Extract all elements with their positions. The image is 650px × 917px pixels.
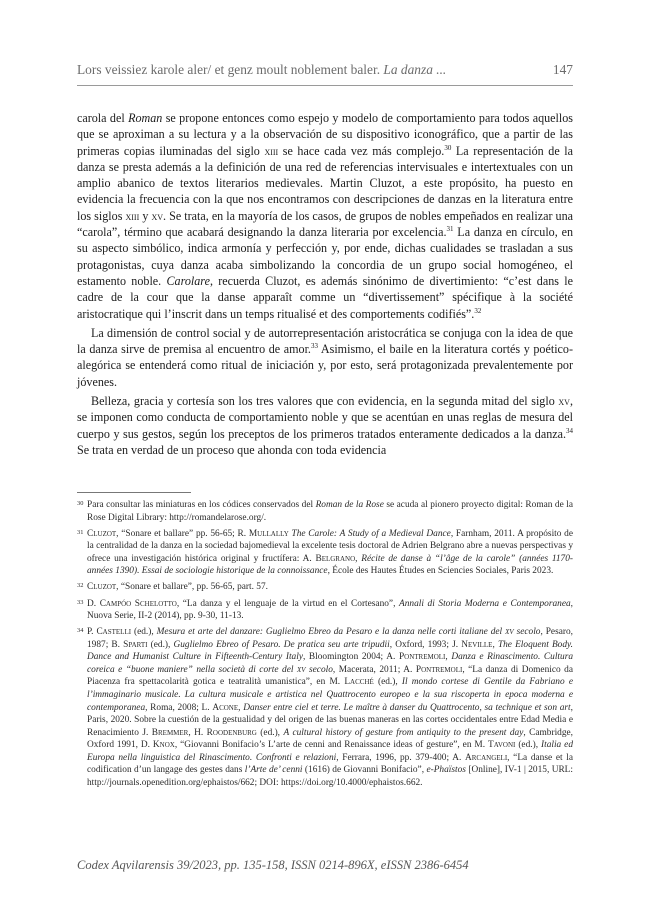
footnote-number: 34 [77,627,84,635]
footnote-number: 30 [77,500,84,507]
footnote-text: Cluzot, “Sonare et ballare”, pp. 56-65, part. 57. [87,582,268,593]
footnote-text: Para consultar las miniaturas en los códices conservados del Roman de la Rose se acuda al pionero proyecto digital: Roman de la Rose Digital Library: http://romandelarose.org/. [87,500,573,523]
footnote-number: 31 [77,528,84,536]
footnotes [77,499,573,793]
body-paragraph-3: Belleza, gracia y cortesía son los tres valores que con evidencia, en la segunda mitad del siglo xv, se imponen como conducta de comportamiento noble y que se acentúan en unas reglas de mesura del cuerpo y sus gestos, según los preceptos de los primeros tratados enteramente dedicados a la danza.$^{34}$ Se trata en verdad de un proceso que ahonda con toda evidencia [77,394,573,457]
footnote-34 [77,626,573,789]
running-header [77,62,573,82]
footnote-separator [77,492,191,493]
footnote-30 [77,499,573,524]
footnote-text: D. Campóo Schelotto, “La danza y el lenguaje de la virtud en el Cortesano”, Annali di Storia Moderna e Contemporanea, Nuova Serie, II-2 (2014), pp. 9-30, 11-13. [87,598,573,622]
main-text [77,110,573,458]
footnote-ref-34[interactable]: 34 [566,426,573,435]
footnote-31 [77,528,573,578]
page-number: 147 [552,62,573,77]
footnote-number: 33 [77,598,84,606]
footnote-number: 32 [77,582,84,590]
body-paragraph-2: La dimensión de control social y de autorrepresentación aristocrática se conjuga con la idea de que la danza sirve de premisa al encuentro de amor.$^{33}$ Asimismo, el baile en la literatura cortés y poético-alegórica se entenderá como ritual de iniciación y, por esto, será protagonizada prevalentemente por jóvenes. [77,325,573,389]
footnote-ref-33[interactable]: 33 [310,342,318,351]
body-paragraph-1: carola del Roman se propone entonces como espejo y modelo de comportamiento para todos aquellos que se aproximan a su lectura y a la observación de su dispositivo iconográfico, que a partir de las primeras copias iluminadas del siglo xiii se hace cada vez más complejo.$^{30}$ La representación de la danza se presta además a la definición de una red de referencias intervisuales e intertextuales con un amplio abanico de textos literarios medievales. Martin Cluzot, a este propósito, ha puesto en evidencia la frecuencia con la que nos encontramos con descripciones de danzas en la literatura entre los siglos xiii y xv. Se trata, en la mayoría de los casos, de grupos de nobles empeñados en realizar una “carola”, término que acabará designando la danza literaria por excelencia.$^{31}$ La danza en círculo, en su aspecto simbólico, indica armonía y perfección y, por ende, dichas cualidades se trasladan a sus protagonistas, cuya danza acaba simbolizando la concordia de un grupo social homogéneo, el estamento noble. Carolare, recuerda Cluzot, es además sinónimo de divertimiento: “c’est dans le cadre de la cour que la danse apparaît comme un “divertissement” spécifique à la société aristocratique qui l’inscrit dans un temps ritualisé et des comportements codifiés”.$^{32}$ [77,111,574,321]
footnote-text: Cluzot, “Sonare et ballare” pp. 56-65; R. Mullally The Carole: A Study of a Medieval Dance, Farnham, 2011. A propósito de la centralidad de la danza en la sociedad bajomedieval la excelente tesis doctoral de Adrien Belgrano abre a nuevas perspectivas y ofrece una investigación histórica original y fructífera: A. Belgrano, Récite de danse à “l’âge de la carole” (années 1170-années 1390). Essai de sociologie historique de la connoissance, École des Hautes Études en Sciencies Sociales, Paris 2023. [87,528,574,577]
footnote-ref-31[interactable]: 31 [446,225,454,234]
journal-footer: Codex Aqvilarensis 39/2023, pp. 135-158, ISSN 0214-896X, eISSN 2386-6454 [77,858,469,872]
footnote-ref-32[interactable]: 32 [474,306,482,315]
running-title: Lors veissiez karole aler/ et genz moult noblement baler. La danza ... [77,62,447,77]
footnote-ref-30[interactable]: 30 [444,143,452,152]
footnote-text: P. Castelli (ed.), Mesura et arte del danzare: Guglielmo Ebreo da Pesaro e la danza nelle corti italiane del xv secolo, Pesaro, 1987; B. Sparti (ed.), Guglielmo Ebreo of Pesaro. De pratica seu arte tripudii, Oxford, 1993; J. Neville, The Eloquent Body. Dance and Humanist Culture in Fifteenth-Century Italy, Bloomington 2004; A. Pontremoli, Danza e Rinascimento. Cultura coreica e “buone maniere” nella società di corte del xv secolo, Macerata, 2011; A. Pontremoli, “La danza di Domenico da Piacenza fra spettacolarità gotica e teatralità umanistica”, en M. Lacché (ed.), Il mondo cortese di Gentile da Fabriano e l’immaginario musicale. La cultura musicale e artistica nel Quattrocento europeo e la sua riscoperta in epoca moderna e contemporanea, Roma, 2008; L. Acone, Danser entre ciel et terre. Le maître à danser du Quattrocento, sa technique et son art, Paris, 2020. Sobre la cuestión de la gestualidad y del origen de las buenas maneras en las cortes occidentales entre Edad Media e Renacimiento J. Bremmer, H. Roodenburg (ed.), A cultural history of gesture from antiquity to the present day, Cambridge, Oxford 1991, D. Knox, “Giovanni Bonifacio’s L’arte de cenni and Renaissance ideas of gesture”, en M. Tavoni (ed.), Italia ed Europa nella linguistica del Rinascimento. Confronti e relazioni, Ferrara, 1996, pp. 379-400; A. Arcangeli, “La danse et la codification d’un langage des gestes dans l’Arte de’ cenni (1616) de Giovanni Bonifacio”, e-Phaïstos [Online], IV-1 | 2015, URL: http://journals.openedition.org/ephaistos/662; DOI: https://doi.org/10.4000/ephaistos.662. [87,627,574,788]
footnote-33 [77,598,573,623]
header-rule [77,85,573,86]
footnote-32 [77,581,573,594]
